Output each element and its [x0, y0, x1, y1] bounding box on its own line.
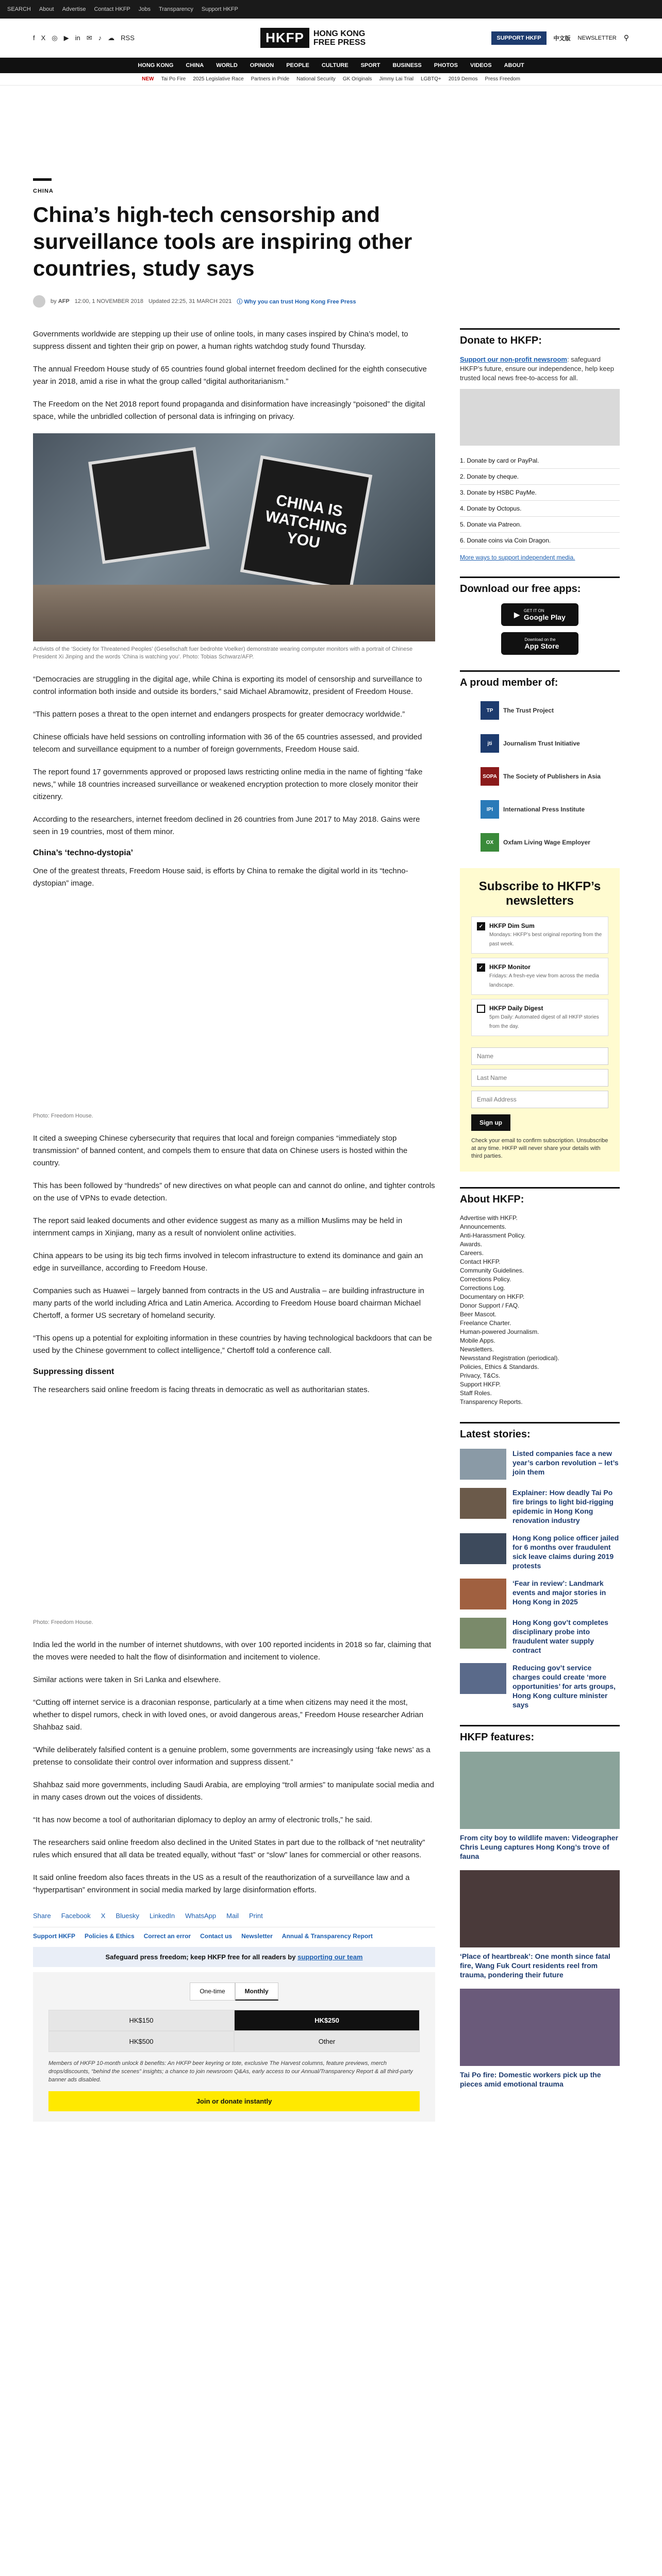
facebook-icon[interactable]: f — [33, 33, 35, 42]
freq-one-time[interactable]: One-time — [190, 1982, 235, 2001]
checkbox-unchecked[interactable] — [477, 1005, 485, 1013]
donate-option[interactable]: 2. Donate by cheque. — [460, 469, 620, 485]
share-facebook[interactable]: Facebook — [61, 1912, 91, 1920]
paragraph: The researchers said online freedom is facing threats in democratic as well as authoritarian states. — [33, 1385, 370, 1394]
about-link[interactable]: Staff Roles. — [460, 1389, 492, 1397]
google-play-badge[interactable]: ▶ GET IT ON Google Play — [501, 603, 578, 626]
sign-up-button[interactable]: Sign up — [471, 1114, 510, 1131]
donate-widget — [33, 1972, 435, 2122]
updated-date: Updated 22:25, 31 MARCH 2021 — [148, 298, 232, 304]
publish-date: 12:00, 1 NOVEMBER 2018 — [74, 298, 143, 304]
supporting-team-link[interactable]: supporting our team — [297, 1953, 363, 1961]
search-icon[interactable]: ⚲ — [623, 33, 629, 42]
amount-option[interactable]: HK$150 — [48, 2010, 234, 2031]
feature-story[interactable]: Tai Po fire: Domestic workers pick up the pieces amid emotional trauma — [460, 1989, 620, 2089]
linkedin-icon[interactable]: in — [75, 33, 80, 42]
rss-icon[interactable]: RSS — [121, 33, 135, 42]
checkbox-checked[interactable]: ✓ — [477, 922, 485, 930]
paragraph: It cited a sweeping Chinese cybersecurity that requires that local and foreign companies “immediately stop transmission” of banned content, and compels them to ensure that data on Chinese users is hosted within the country. — [33, 1134, 408, 1167]
transparency-link[interactable]: Annual & Transparency Report — [282, 1933, 373, 1940]
paragraph: The researchers said online freedom also declined in the United States in part due to the rollback of “net neutrality” rules which ensured that all data be treated equally, without “fast” or “slow” lanes for commercial or other reasons. — [33, 1838, 425, 1859]
paragraph: “Democracies are struggling in the digital age, while China is exporting its model of censorship and surveillance to control information both inside and outside its borders,” said Michael Abramowitz, president of Freedom House. — [33, 675, 422, 696]
name-input[interactable] — [471, 1047, 608, 1065]
trending-item[interactable]: Press Freedom — [485, 76, 520, 82]
member-benefits-note: Members of HKFP 10-month unlock 8 benefits: An HKFP beer keyring or tote, exclusive The Harvest columns, feature previews, merch drops/discounts, “behind the scenes” insights; a chance to join newsroom Q&As, early access to our Annual/Transparency Report & all third-party banner ads disabled. — [48, 2060, 413, 2083]
amount-other[interactable]: Other — [234, 2031, 420, 2052]
jti-icon: jti — [481, 734, 499, 753]
topbar-search[interactable]: SEARCH — [7, 6, 31, 12]
tiktok-icon[interactable]: ♪ — [98, 33, 102, 42]
share-mail[interactable]: Mail — [226, 1912, 239, 1920]
newsletter-option[interactable]: ✓ HKFP Monitor Fridays: A fresh-eye view from across the media landscape. — [471, 958, 608, 995]
trending-item[interactable]: GK Originals — [342, 76, 372, 82]
latest-story[interactable]: Hong Kong police officer jailed for 6 months over fraudulent sick leave claims during 2019 protests — [460, 1533, 620, 1570]
nonprofit-link[interactable]: Support our non-profit newsroom — [460, 355, 567, 363]
about-link[interactable]: Mobile Apps. — [460, 1337, 495, 1344]
content-columns — [33, 328, 629, 2122]
about-link[interactable]: Advertise with HKFP. — [460, 1214, 518, 1222]
help-icon: ⓘ — [237, 299, 243, 305]
social-icons — [33, 34, 135, 42]
about-link[interactable]: Beer Mascot. — [460, 1311, 496, 1318]
donate-option[interactable]: 5. Donate via Patreon. — [460, 517, 620, 533]
app-store-badge[interactable]: Download on the App Store — [501, 632, 578, 655]
nav-sport[interactable]: SPORT — [360, 62, 380, 69]
newsletter-signup — [460, 868, 620, 1172]
play-icon: ▶ — [514, 610, 520, 619]
story-thumbnail — [460, 1533, 506, 1564]
donate-heading: Donate to HKFP: — [460, 328, 620, 347]
share-print[interactable]: Print — [249, 1912, 263, 1920]
instagram-icon[interactable]: ◎ — [52, 33, 58, 42]
paragraph: According to the researchers, internet freedom declined in 26 countries from June 2017 to May 2018. Gains were seen in 19 countries, most of them minor. — [33, 815, 420, 836]
subheading: China’s ‘techno-dystopia’ — [33, 849, 134, 857]
contact-link[interactable]: Contact us — [200, 1933, 233, 1940]
paragraph: It said online freedom also faces threats in the US as a result of the reauthorization of a surveillance law and a “hyperpartisan” environment in social media marked by large disinformation efforts. — [33, 1873, 410, 1894]
member-sopa[interactable]: SOPA The Society of Publishers in Asia — [481, 766, 620, 787]
logo-text: HONG KONG FREE PRESS — [313, 29, 366, 47]
feature-image — [460, 1752, 620, 1829]
newsletter-link[interactable]: NEWSLETTER — [577, 35, 617, 41]
ipi-icon: IPI — [481, 800, 499, 819]
top-utility-bar — [0, 0, 662, 19]
members-heading: A proud member of: — [460, 670, 620, 689]
bluesky-icon[interactable]: ☁ — [108, 33, 115, 42]
newsletter-option[interactable]: ✓ HKFP Dim Sum Mondays: HKFP’s best original reporting from the past week. — [471, 917, 608, 954]
latest-story[interactable]: Listed companies face a new year’s carbon revolution – let’s join them — [460, 1449, 620, 1480]
join-donate-button[interactable]: Join or donate instantly — [48, 2091, 420, 2111]
feature-image — [460, 1989, 620, 2066]
about-link[interactable]: Documentary on HKFP. — [460, 1293, 525, 1300]
article-category[interactable]: CHINA — [33, 188, 54, 194]
paragraph: Governments worldwide are stepping up their use of online tools, in many cases inspired by China’s model, to suppress dissent and tighten their grip on power, a human rights watchdog study found Thursday. — [33, 330, 408, 351]
photo-caption: Photo: Freedom House. — [33, 1113, 93, 1119]
nav-china[interactable]: CHINA — [186, 62, 204, 69]
topbar-contact[interactable]: Contact HKFP — [94, 6, 130, 12]
feature-image — [460, 1870, 620, 1947]
sidebar — [460, 328, 620, 2122]
donate-option[interactable]: 3. Donate by HSBC PayMe. — [460, 485, 620, 501]
trending-item[interactable]: National Security — [296, 76, 336, 82]
paragraph: India led the world in the number of internet shutdowns, with over 100 reported incidents in 2018 so far, claiming that the moves were needed to halt the flow of disinformation and incitement to violence. — [33, 1640, 432, 1662]
trending-item[interactable]: Tai Po Fire — [161, 76, 186, 82]
latest-story[interactable]: Hong Kong gov’t completes disciplinary probe into fraudulent water supply contract — [460, 1618, 620, 1655]
donate-option[interactable]: 4. Donate by Octopus. — [460, 501, 620, 517]
trending-nav — [0, 73, 662, 86]
trending-item[interactable]: 2025 Legislative Race — [193, 76, 244, 82]
photo-foreground — [33, 585, 435, 641]
newsletter-link[interactable]: Newsletter — [241, 1933, 273, 1940]
share-whatsapp[interactable]: WhatsApp — [185, 1912, 217, 1920]
subheading: Suppressing dissent — [33, 1367, 114, 1376]
mail-icon[interactable]: ✉ — [86, 33, 92, 42]
nav-about[interactable]: ABOUT — [504, 62, 524, 69]
topbar-advertise[interactable]: Advertise — [62, 6, 86, 12]
story-thumbnail — [460, 1449, 506, 1480]
trending-item[interactable]: Partners in Pride — [251, 76, 290, 82]
article-image-placeholder — [33, 900, 435, 1108]
paragraph: Chinese officials have held sessions on controlling information with 36 of the 65 countries assessed, and provided telecom and surveillance equipment to a number of foreign governments, Freedom House said. — [33, 733, 422, 754]
nav-hong-kong[interactable]: HONG KONG — [138, 62, 174, 69]
trending-item[interactable]: 2019 Demos — [448, 76, 478, 82]
about-link[interactable]: Corrections Policy. — [460, 1276, 511, 1283]
story-thumbnail — [460, 1579, 506, 1609]
paragraph: “It has now become a tool of authoritarian diplomacy to deploy an army of electronic trolls,” he said. — [33, 1816, 372, 1824]
paragraph: Companies such as Huawei – largely banned from contracts in the US and Australia – are building infrastructure in many parts of the world including Africa and Latin America. According to Freedom House board chairman Michael Chertoff, a former US secretary of homeland security. — [33, 1286, 424, 1320]
paragraph: The Freedom on the Net 2018 report found propaganda and disinformation have increasingly “poisoned” the digital space, while the unbridled collection of personal data is infringing on privacy. — [33, 400, 425, 421]
paragraph: “Cutting off internet service is a draconian response, particularly at a time when citizens may need it the most, whether to dispel rumors, check in with loved ones, or avoid dangerous areas,” Freedom House researcher Adrian Shahbaz said. — [33, 1698, 424, 1732]
donate-image — [460, 389, 620, 446]
newsletter-note: Check your email to confirm subscription. Unsubscribe at any time. HKFP will never share your details with third parties. — [471, 1138, 608, 1159]
trending-item[interactable]: LGBTQ+ — [421, 76, 441, 82]
about-link[interactable]: Transparency Reports. — [460, 1398, 523, 1405]
nav-opinion[interactable]: OPINION — [250, 62, 274, 69]
about-link[interactable]: Newsstand Registration (periodical). — [460, 1354, 559, 1362]
article-wrapper — [33, 86, 629, 2122]
about-link[interactable]: Careers. — [460, 1249, 484, 1257]
nav-world[interactable]: WORLD — [216, 62, 238, 69]
about-link[interactable]: Corrections Log. — [460, 1284, 506, 1292]
article-title: China’s high-tech censorship and surveillance tools are inspiring other countries, study says — [33, 202, 412, 280]
photo-caption: Photo: Freedom House. — [33, 1619, 93, 1625]
oxfam-icon: OX — [481, 833, 499, 852]
share-bar — [33, 1912, 435, 1920]
latest-story[interactable]: Reducing gov’t service charges could create ‘more opportunities’ for arts groups, Hong Kong culture minister says — [460, 1663, 620, 1709]
amount-option-selected[interactable]: HK$250 — [234, 2010, 420, 2031]
about-link[interactable]: Policies, Ethics & Standards. — [460, 1363, 539, 1370]
main-nav — [0, 58, 662, 73]
category-rule — [33, 178, 52, 181]
nav-culture[interactable]: CULTURE — [321, 62, 349, 69]
youtube-icon[interactable]: ▶ — [63, 33, 69, 42]
about-link[interactable]: Donor Support / FAQ. — [460, 1302, 520, 1309]
x-icon[interactable]: X — [41, 33, 46, 42]
story-thumbnail — [460, 1663, 506, 1694]
donate-option[interactable]: 1. Donate by card or PayPal. — [460, 453, 620, 469]
paragraph: China appears to be using its big tech firms involved in telecom infrastructure to extend its dominance and gain an edge in surveillance, according to Freedom House. — [33, 1251, 423, 1273]
share-label: Share — [33, 1912, 51, 1920]
story-thumbnail — [460, 1488, 506, 1519]
correct-error-link[interactable]: Correct an error — [143, 1933, 191, 1940]
monitor-sign-portrait — [88, 447, 210, 564]
member-trust-project[interactable]: TP The Trust Project — [481, 700, 620, 721]
new-badge: NEW — [142, 76, 154, 82]
topbar-transparency[interactable]: Transparency — [159, 6, 193, 12]
about-link[interactable]: Privacy, T&Cs. — [460, 1372, 501, 1379]
checkbox-checked[interactable]: ✓ — [477, 963, 485, 972]
more-ways-link[interactable]: More ways to support independent media. — [460, 554, 575, 561]
share-x[interactable]: X — [101, 1912, 106, 1920]
latest-stories — [460, 1449, 620, 1709]
about-heading: About HKFP: — [460, 1187, 620, 1206]
trust-project-icon: TP — [481, 701, 499, 720]
photo-caption: Activists of the ‘Society for Threatened Peoples’ (Gesellschaft fuer bedrohte Voelker) demonstrate wearing computer monitors with a portrait of Chinese President Xi Jinping and the words ‘China is watching you’. Photo: Tobias Schwarz/AFP. — [33, 646, 413, 660]
paragraph: The report said leaked documents and other evidence suggest as many as a million Muslims may be held in internment camps in Xinjiang, many as a result of nonviolent online activities. — [33, 1216, 403, 1238]
monitor-sign-text: CHINA IS WATCHING YOU — [240, 455, 373, 592]
author-avatar — [33, 295, 45, 308]
topbar-jobs[interactable]: Jobs — [138, 6, 151, 12]
freq-monthly[interactable]: Monthly — [235, 1982, 278, 2001]
policies-link[interactable]: Policies & Ethics — [85, 1933, 135, 1940]
latest-story[interactable]: ‘Fear in review’: Landmark events and major stories in Hong Kong in 2025 — [460, 1579, 620, 1609]
frequency-toggle — [48, 1982, 420, 2001]
latest-heading: Latest stories: — [460, 1422, 620, 1440]
donate-text: Support our non-profit newsroom: safeguard HKFP’s future, ensure our independence, help keep trusted local news free-to-access for all. — [460, 355, 614, 382]
support-links — [33, 1933, 435, 1940]
amount-options — [48, 2010, 420, 2052]
about-link[interactable]: Contact HKFP. — [460, 1258, 501, 1265]
about-link[interactable]: Community Guidelines. — [460, 1267, 524, 1274]
author-name[interactable]: AFP — [58, 298, 70, 304]
donate-option[interactable]: 6. Donate coins via Coin Dragon. — [460, 533, 620, 549]
newsletter-option[interactable]: HKFP Daily Digest 5pm Daily: Automated digest of all HKFP stories from the day. — [471, 999, 608, 1036]
logo-mark: HKFP — [260, 28, 309, 48]
member-logos — [460, 697, 620, 868]
about-link[interactable]: Announcements. — [460, 1223, 507, 1230]
donate-options — [460, 453, 620, 549]
member-ipi[interactable]: IPI International Press Institute — [481, 799, 620, 820]
support-hkfp-button[interactable]: SUPPORT HKFP — [491, 31, 546, 45]
safeguard-banner: Safeguard press freedom; keep HKFP free for all readers by supporting our team — [33, 1947, 435, 1967]
about-link[interactable]: Anti-Harassment Policy. — [460, 1232, 526, 1239]
article-body — [33, 328, 435, 2122]
features-heading: HKFP features: — [460, 1725, 620, 1743]
paragraph: This has been followed by “hundreds” of new directives on what people can and cannot do online, and tighter controls on the use of VPNs to evade detection. — [33, 1181, 435, 1202]
language-link[interactable]: 中文版 — [553, 35, 571, 42]
nav-business[interactable]: BUSINESS — [392, 62, 422, 69]
about-link[interactable]: Human-powered Journalism. — [460, 1328, 539, 1335]
paragraph: “This opens up a potential for exploiting information in these countries by having technological backdoors that can be used by the Chinese government to collect intelligence,” Chertoff told a conference call. — [33, 1334, 432, 1355]
member-oxfam[interactable]: OX Oxfam Living Wage Employer — [481, 832, 620, 853]
nav-photos[interactable]: PHOTOS — [434, 62, 458, 69]
feature-story[interactable]: ‘Place of heartbreak’: One month since fatal fire, Wang Fuk Court residents reel from trauma, pondering their future — [460, 1870, 620, 1979]
author-prefix: by AFP — [51, 298, 70, 304]
apps-heading: Download our free apps: — [460, 577, 620, 595]
about-link[interactable]: Newsletters. — [460, 1346, 494, 1353]
article-photo-protest — [33, 433, 435, 641]
paragraph: The report found 17 governments approved or proposed laws restricting online media in the name of fighting “fake news,” while 18 countries increased surveillance or weakened encryption protection to more closely monitor their citizenry. — [33, 768, 423, 801]
paragraph: One of the greatest threats, Freedom House said, is efforts by China to remake the digital world in its “techno-dystopian” image. — [33, 867, 408, 888]
share-bluesky[interactable]: Bluesky — [115, 1912, 139, 1920]
share-linkedin[interactable]: LinkedIn — [150, 1912, 175, 1920]
amount-option[interactable]: HK$500 — [48, 2031, 234, 2052]
about-link[interactable]: Freelance Charter. — [460, 1319, 511, 1327]
topbar-about[interactable]: About — [39, 6, 54, 12]
last-name-input[interactable] — [471, 1069, 608, 1087]
site-logo[interactable] — [260, 28, 366, 48]
paragraph: “While deliberately falsified content is a genuine problem, some governments are increasingly using ‘fake news’ as a pretense to consolidate their control over information and suppress dissent.” — [33, 1745, 431, 1767]
paragraph: Similar actions were taken in Sri Lanka and elsewhere. — [33, 1675, 221, 1684]
email-input[interactable] — [471, 1091, 608, 1108]
support-link[interactable]: Support HKFP — [33, 1933, 75, 1940]
sopa-icon: SOPA — [481, 767, 499, 786]
member-jti[interactable]: jti Journalism Trust Initiative — [481, 733, 620, 754]
newsletter-heading: Subscribe to HKFP’s newsletters — [478, 879, 601, 908]
nav-videos[interactable]: VIDEOS — [470, 62, 492, 69]
story-thumbnail — [460, 1618, 506, 1649]
about-link[interactable]: Awards. — [460, 1241, 483, 1248]
about-links — [460, 1214, 620, 1406]
site-header — [0, 19, 662, 58]
trust-link[interactable]: ⓘ Why you can trust Hong Kong Free Press — [237, 299, 356, 305]
article-image-placeholder — [33, 1406, 435, 1615]
header-actions — [491, 31, 629, 45]
byline — [33, 295, 629, 308]
feature-story[interactable]: From city boy to wildlife maven: Videographer Chris Leung captures Hong Kong’s trove of fauna — [460, 1752, 620, 1861]
topbar-support[interactable]: Support HKFP — [201, 6, 238, 12]
paragraph: Shahbaz said more governments, including Saudi Arabia, are employing “troll armies” to manipulate social media and in many cases drown out the voices of dissidents. — [33, 1781, 434, 1802]
paragraph: “This pattern poses a threat to the open internet and endangers prospects for greater democracy worldwide.” — [33, 710, 405, 719]
paragraph: The annual Freedom House study of 65 countries found global internet freedom declined for the eighth consecutive year in 2018, amid a rise in what the group called “digital authoritarianism.” — [33, 365, 427, 386]
about-link[interactable]: Support HKFP. — [460, 1381, 501, 1388]
nav-people[interactable]: PEOPLE — [286, 62, 309, 69]
latest-story[interactable]: Explainer: How deadly Tai Po fire brings to light bid-rigging epidemic in Hong Kong renovation industry — [460, 1488, 620, 1525]
trending-item[interactable]: Jimmy Lai Trial — [379, 76, 414, 82]
